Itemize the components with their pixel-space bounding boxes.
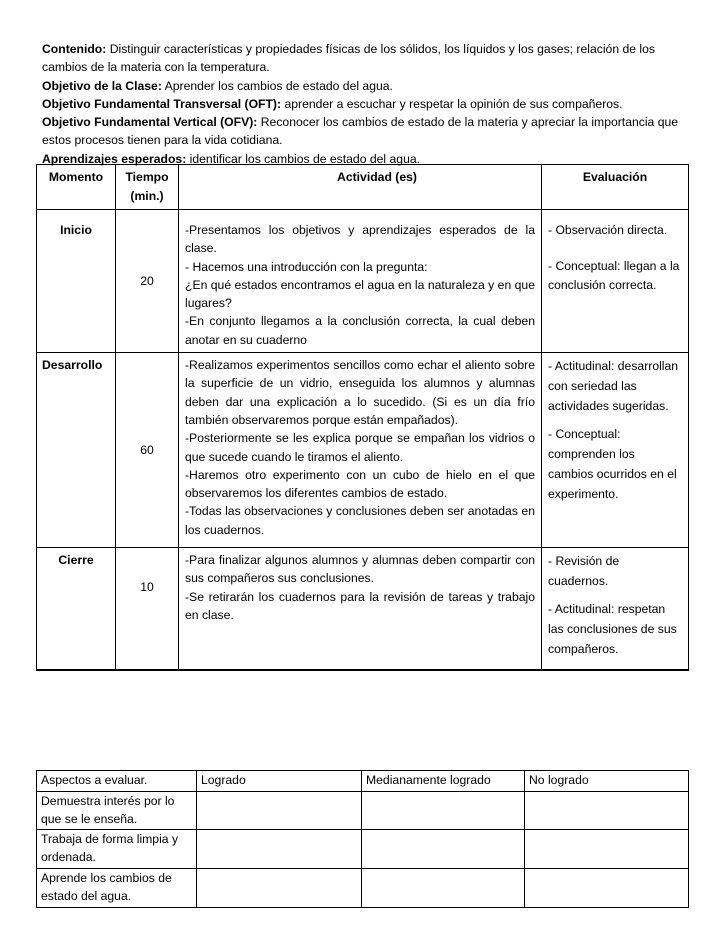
rubric-aspect: Aprende los cambios de estado del agua. bbox=[37, 868, 197, 907]
rubric-row bbox=[37, 868, 689, 907]
rubric-aspect: Demuestra interés por lo que se le enseña. bbox=[37, 791, 197, 830]
rubric-cell-no-logrado[interactable] bbox=[525, 830, 689, 869]
rubric-cell-medianamente[interactable] bbox=[362, 830, 525, 869]
rubric-header-logrado: Logrado bbox=[197, 771, 362, 792]
plan-row-inicio bbox=[37, 210, 689, 353]
evaluacion-cell bbox=[542, 353, 689, 548]
oft-text: aprender a escuchar y respetar la opinión de sus compañeros. bbox=[284, 96, 623, 111]
tiempo-cell bbox=[116, 353, 179, 548]
aprendizajes-text: identificar los cambios de estado del agua. bbox=[189, 151, 421, 166]
lesson-plan-table bbox=[36, 164, 689, 671]
header-tiempo-text: Tiempo (min.) bbox=[125, 170, 169, 203]
rubric-header-medianamente: Medianamente logrado bbox=[362, 771, 525, 792]
tiempo-value: 60 bbox=[140, 442, 154, 457]
rubric-aspect: Trabaja de forma limpia y ordenada. bbox=[37, 830, 197, 869]
oft-label: Objetivo Fundamental Transversal (OFT): bbox=[42, 96, 282, 111]
evaluacion-item: - Observación directa. bbox=[548, 223, 668, 237]
tiempo-value: 10 bbox=[140, 580, 154, 595]
plan-row-desarrollo bbox=[37, 353, 689, 548]
rubric-cell-logrado[interactable] bbox=[197, 868, 362, 907]
momento-cell: Inicio bbox=[37, 210, 116, 353]
tiempo-cell bbox=[116, 210, 179, 353]
contenido-label: Contenido: bbox=[42, 42, 107, 56]
rubric-cell-logrado[interactable] bbox=[197, 830, 362, 869]
plan-row-cierre bbox=[37, 548, 689, 670]
actividad-cell: -Realizamos experimentos sencillos como echar el aliento sobre la superficie de un vidrio, enseguida los alumnos y alumnas deben dar una explicación a lo sucedido. (Si es un día frío también observaremos porque están empañados). -Posteriormente se les explica porque se empañan los vidrios o que sucede cuando le tiramos el aliento. -Haremos otro experimento con un cubo de hielo en el que observaremos los diferentes cambios de estado. -Todas las observaciones y conclusiones deben ser anotadas en los cuadernos. bbox=[179, 353, 542, 548]
evaluacion-item: - Actitudinal: respetan las conclusiones de sus compañeros. bbox=[548, 602, 677, 657]
lesson-header bbox=[42, 40, 692, 168]
header-tiempo bbox=[116, 165, 179, 210]
objetivo-label: Objetivo de la Clase: bbox=[42, 78, 162, 93]
evaluacion-item: - Conceptual: comprenden los cambios ocurridos en el experimento. bbox=[548, 427, 677, 502]
evaluacion-item: - Revisión de cuadernos. bbox=[548, 554, 620, 589]
evaluacion-item: - Conceptual: llegan a la conclusión correcta. bbox=[548, 259, 680, 292]
rubric-cell-medianamente[interactable] bbox=[362, 868, 525, 907]
rubric-row bbox=[37, 830, 689, 869]
rubric-cell-no-logrado[interactable] bbox=[525, 868, 689, 907]
evaluacion-item: - Actitudinal: desarrollan con seriedad las actividades sugeridas. bbox=[548, 359, 679, 414]
tiempo-value: 20 bbox=[140, 273, 154, 288]
tiempo-cell bbox=[116, 548, 179, 670]
ofv-text: Reconocer los cambios de estado de la materia y apreciar la importancia que estos procesos tienen para la vida cotidiana. bbox=[42, 115, 679, 148]
momento-cell: Cierre bbox=[37, 548, 116, 670]
header-evaluacion: Evaluación bbox=[542, 165, 689, 210]
evaluacion-cell bbox=[542, 210, 689, 353]
actividad-cell: -Presentamos los objetivos y aprendizajes esperados de la clase. - Hacemos una introducción con la pregunta: ¿En qué estados encontramos el agua en la naturaleza y en que lugares? -En conjunto llegamos a la conclusión correcta, la cual deben anotar en su cuaderno bbox=[179, 210, 542, 353]
rubric-header-row bbox=[37, 771, 689, 792]
header-actividad: Actividad (es) bbox=[179, 165, 542, 210]
rubric-cell-medianamente[interactable] bbox=[362, 791, 525, 830]
ofv-line bbox=[42, 113, 692, 150]
rubric-cell-no-logrado[interactable] bbox=[525, 791, 689, 830]
contenido-text: Distinguir características y propiedades físicas de los sólidos, los líquidos y los gases; relación de los cambios de la materia con la temperatura. bbox=[42, 42, 656, 75]
rubric-header-aspectos: Aspectos a evaluar. bbox=[37, 771, 197, 792]
plan-header-row bbox=[37, 165, 689, 210]
header-momento: Momento bbox=[37, 165, 116, 210]
contenido-line bbox=[42, 40, 692, 77]
rubric-cell-logrado[interactable] bbox=[197, 791, 362, 830]
rubric-table bbox=[36, 770, 689, 908]
momento-cell: Desarrollo bbox=[37, 353, 116, 548]
aprendizajes-label: Aprendizajes esperados: bbox=[42, 151, 187, 166]
objetivo-text: Aprender los cambios de estado del agua. bbox=[164, 78, 393, 93]
rubric-header-no-logrado: No logrado bbox=[525, 771, 689, 792]
actividad-cell: -Para finalizar algunos alumnos y alumnas deben compartir con sus compañeros sus conclusiones. -Se retirarán los cuadernos para la revisión de tareas y trabajo en clase. bbox=[179, 548, 542, 670]
rubric-row bbox=[37, 791, 689, 830]
evaluacion-cell bbox=[542, 548, 689, 670]
objetivo-line bbox=[42, 77, 692, 95]
oft-line bbox=[42, 95, 692, 113]
ofv-label: Objetivo Fundamental Vertical (OFV): bbox=[42, 115, 258, 130]
